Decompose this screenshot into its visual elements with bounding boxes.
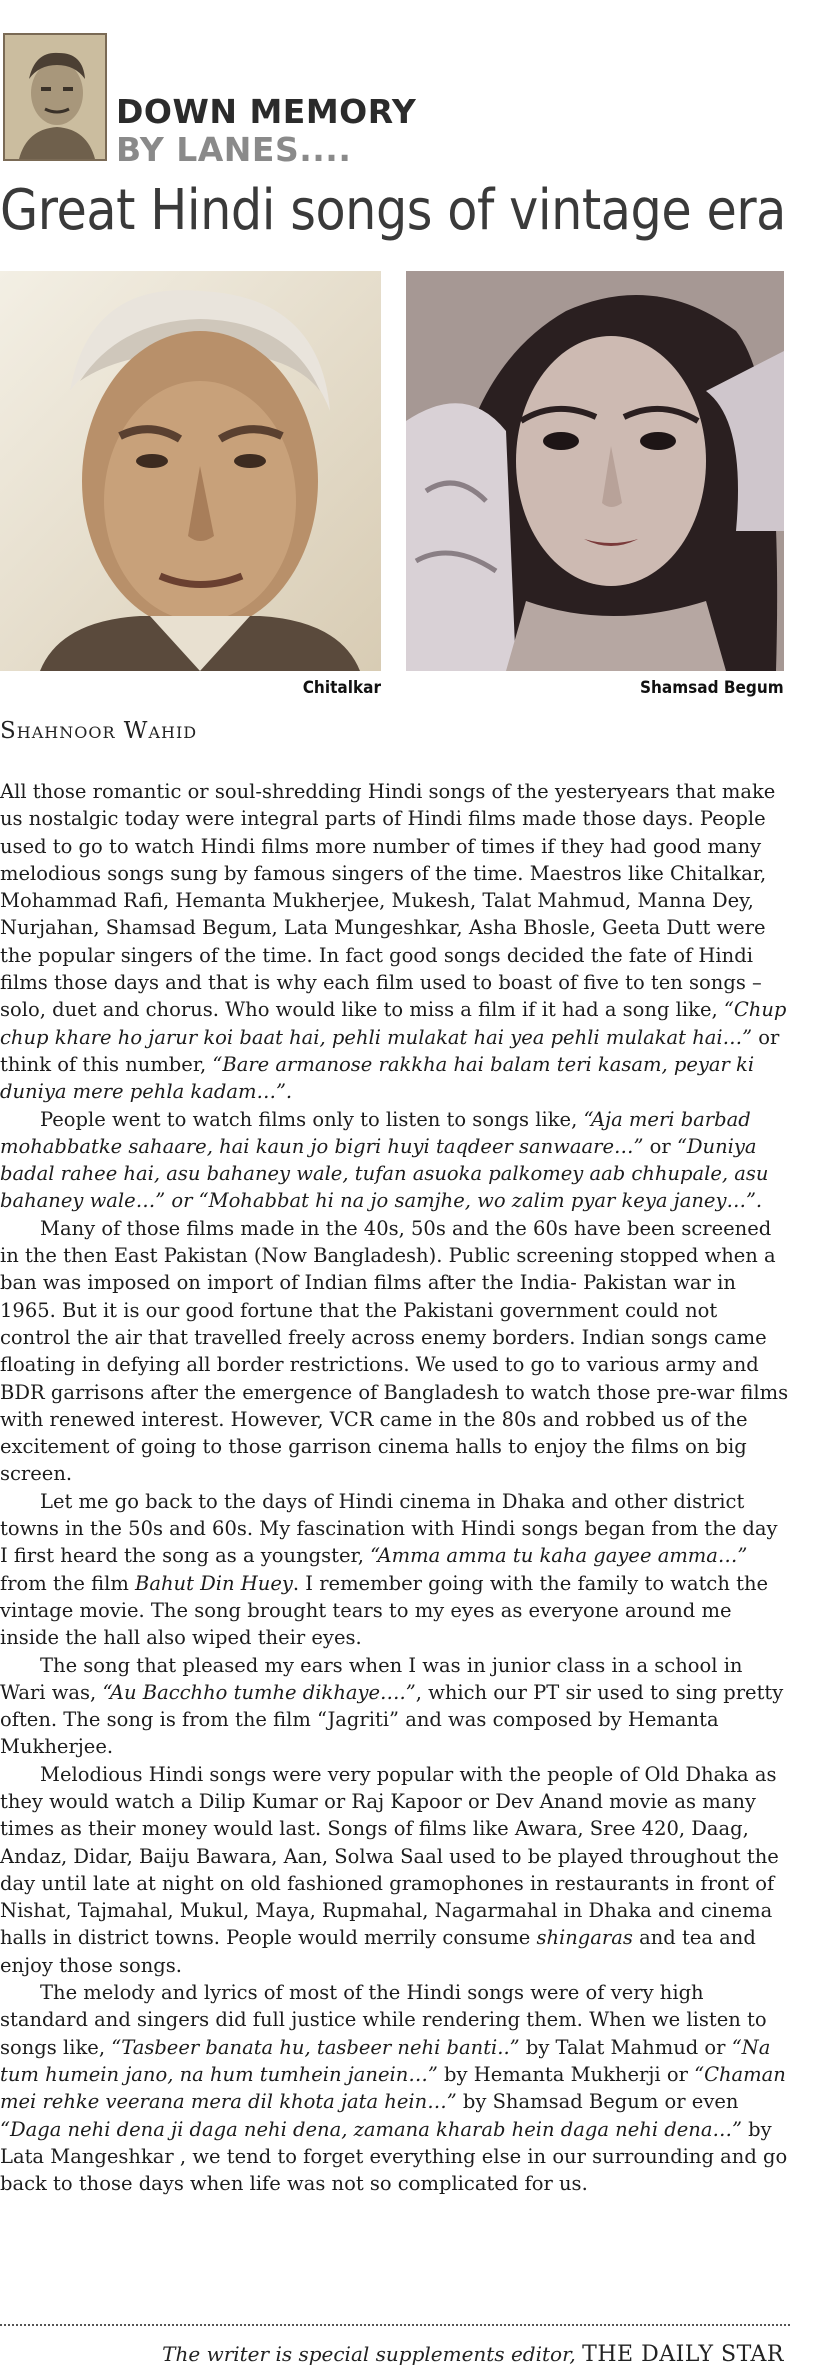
footer-divider (0, 2324, 790, 2326)
song-quote: “Bare armanose rakkha hai balam teri kasam, peyar ki duniya mere pehla kadam…”. (0, 1052, 755, 1104)
author-note-text: The writer is special supplements editor, (162, 2342, 576, 2366)
paragraph (0, 1106, 790, 1215)
byline: Shahnoor Wahid (0, 718, 198, 744)
paragraph (0, 1215, 790, 1488)
text-run: by Lata Mangeshkar , we tend to forget everything else in our surrounding and go back to those days when life was not so complicated for us. (0, 2117, 788, 2196)
publication-name: THE DAILY STAR (582, 2342, 784, 2367)
photo-caption-left: Chitalkar (302, 678, 381, 698)
text-run: The melody and lyrics of most of the Hindi songs were of very high standard and singers did full justice while rendering them. When we listen to songs like, (0, 1981, 767, 2059)
article-headline: Great Hindi songs of vintage era (0, 178, 786, 243)
column-kicker-line2: BY LANES.... (116, 130, 352, 169)
paragraph (0, 1979, 790, 2197)
text-run: by Shamsad Begum or even (456, 2090, 739, 2114)
author-note (162, 2342, 784, 2367)
article-body (0, 778, 790, 2197)
column-header (0, 30, 818, 180)
column-kicker-line1: DOWN MEMORY (116, 92, 417, 131)
text-run: , which our PT sir used to sing pretty often. The song is from the film “Jagriti” and was composed by Hemanta Mukherjee. (0, 1680, 784, 1759)
photo-shamsad-begum (406, 271, 784, 671)
text-run: from the film (0, 1571, 136, 1595)
text-run: Many of those films made in the 40s, 50s and the 60s have been screened in the then East Pakistan (Now Bangladesh). Public screening stopped when a ban was imposed on import of Indian films after the India- Pakistan war in 1965. But it is our good fortune that the Pakistani government could not control the air that travelled freely across enemy borders. Indian songs came floating in defying all border restrictions. We used to go to various army and BDR garrisons after the emergence of Bangladesh to watch those pre-war films with renewed interest. However, VCR came in the 80s and robbed us of the excitement of going to those garrison cinema halls to enjoy the films on big screen. (0, 1216, 789, 1486)
portrait-man-icon (0, 271, 381, 671)
text-run: Let me go back to the days of Hindi cinema in Dhaka and other district towns in the 50s and 60s. My fascination with Hindi songs began from the day I first heard the song as a youngster, (0, 1489, 778, 1568)
italic-word: shingaras (536, 1926, 633, 1950)
film-title: Bahut Din Huey (135, 1571, 293, 1595)
text-run: All those romantic or soul-shredding Hindi songs of the yesteryears that make us nostalgic today were integral parts of Hindi films made those days. People used to go to watch Hindi films more number of times if they had good many melodious songs sung by famous singers of the time. Maestros like Chitalkar, Mohammad Rafi, Hemanta Mukherjee, Mukesh, Talat Mahmud, Manna Dey, Nurjahan, Shamsad Begum, Lata Mungeshkar, Asha Bhosle, Geeta Dutt were the popular singers of the time. In fact good songs decided the fate of Hindi films those days and that is why each film used to boast of five to ten songs – solo, duet and chorus. Who would like to miss a film if it had a song like, (0, 780, 776, 1022)
columnist-portrait (3, 33, 107, 161)
text-run: or think of this number, (0, 1025, 780, 1076)
text-run: and tea and enjoy those songs. (0, 1926, 756, 1977)
paragraph (0, 1652, 790, 1761)
text-run: People went to watch films only to listen to songs like, (40, 1107, 584, 1131)
song-quote: “Daga nehi dena ji daga nehi dena, zamana kharab hein daga nehi dena…” (0, 2117, 742, 2141)
text-run: Melodious Hindi songs were very popular with the people of Old Dhaka as they would watch a Dilip Kumar or Raj Kapoor or Dev Anand movie as many times as their money would last. Songs of films like Awara, Sree 420, Daag, Andaz, Didar, Baiju Bawara, Aan, Solwa Saal used to be played throughout the day until late at night on old fashioned gramophones in restaurants in front of Nishat, Tajmahal, Mukul, Maya, Rupmahal, Nagarmahal in Dhaka and cinema halls in district towns. People would merrily consume (0, 1762, 779, 1950)
song-quote: “Chup chup khare ho jarur koi baat hai, pehli mulakat hai yea pehli mulakat hai…” (0, 998, 787, 1049)
text-run: by Hemanta Mukherji or (437, 2062, 695, 2086)
portrait-woman-icon (406, 271, 784, 671)
text-run: The song that pleased my ears when I was in junior class in a school in Wari was, (0, 1653, 743, 1704)
portrait-sketch-icon (5, 35, 105, 159)
song-quote: “Duniya badal rahee hai, asu bahaney wale, tufan asuoka palkomey aab chhupale, asu bahaney wale…” or “Mohabbat hi na jo samjhe, wo zalim pyar keya janey…”. (0, 1134, 769, 1213)
song-quote: “Au Bacchho tumhe dikhaye….” (102, 1680, 416, 1704)
song-quote: “Na tum humein jano, na hum tumhein janein…” (0, 2035, 771, 2086)
text-run: . I remember going with the family to watch the vintage movie. The song brought tears to my eyes as everyone around me inside the hall also wiped their eyes. (0, 1571, 769, 1650)
photo-chitalkar (0, 271, 381, 671)
song-quote: “Amma amma tu kaha gayee amma…” (370, 1544, 748, 1568)
photo-caption-right: Shamsad Begum (640, 678, 784, 698)
paragraph (0, 778, 790, 1106)
song-quote: “Aja meri barbad mohabbatke sahaare, hai kaun jo bigri huyi taqdeer sanwaare…” (0, 1107, 751, 1158)
song-quote: “Chaman mei rehke veerana mera dil khota jata hein…” (0, 2062, 786, 2114)
song-quote: “Tasbeer banata hu, tasbeer nehi banti..” (111, 2035, 520, 2059)
text-run: by Talat Mahmud or (519, 2035, 732, 2059)
text-run: or (643, 1134, 677, 1158)
paragraph (0, 1761, 790, 1979)
paragraph (0, 1488, 790, 1652)
